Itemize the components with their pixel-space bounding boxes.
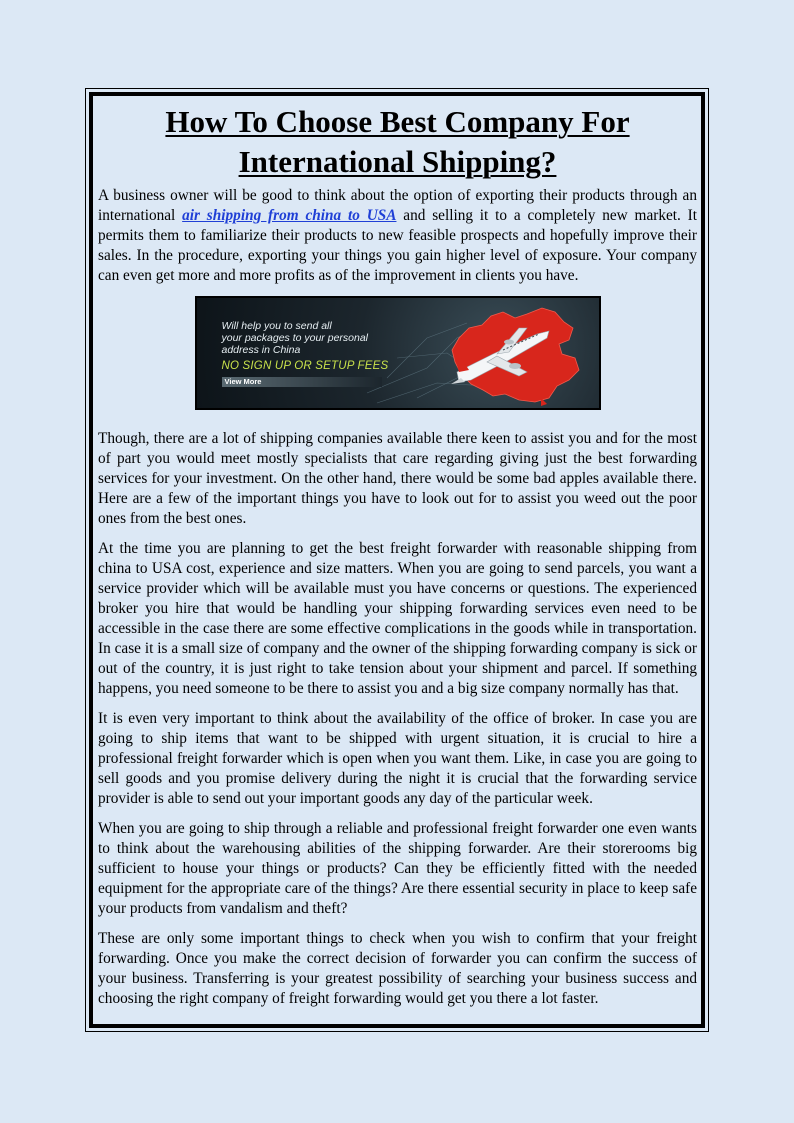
banner-line-3: address in China	[221, 344, 301, 356]
banner-text	[222, 320, 382, 356]
banner-line-2: your packages to your personal	[221, 332, 369, 344]
paragraph-5: These are only some important things to check when you wish to confirm that your freight forwarding. Once you make the correct decision of forwarder you can confirm the success of your business. Transferring is your greatest possibility of searching your business success and choosing the right company of freight forwarding would get you there a lot faster.	[98, 930, 697, 1007]
banner-fees-text: NO SIGN UP OR SETUP FEES	[221, 360, 389, 372]
view-more-button[interactable]: View More	[222, 377, 382, 387]
shipping-banner[interactable]	[195, 296, 601, 410]
banner-line-1: Will help you to send all	[221, 320, 332, 332]
page-frame-outer	[85, 88, 709, 1032]
paragraph-3: It is even very important to think about the availability of the office of broker. In case you are going to ship items that want to be shipped with urgent situation, it is crucial to hire a professional freight forwarder which is open when you want them. Like, in case you are going to sell goods and you promise delivery during the night it is crucial that the forwarding service provider is able to send out your important goods any day of the particular week.	[98, 710, 697, 807]
page-title: How To Choose Best Company For International Shipping?	[165, 104, 630, 179]
page-frame	[89, 92, 705, 1028]
paragraph-4: When you are going to ship through a reliable and professional freight forwarder one even wants to think about the warehousing abilities of the shipping forwarder. Are their storerooms big sufficient to house your things or products? Can they be efficiently fitted with the needed equipment for the appropriate care of the things? Are there essential security in place to keep safe your products from vandalism and theft?	[98, 820, 697, 917]
banner-wrap	[98, 296, 697, 415]
title-wrap	[138, 102, 658, 182]
air-shipping-link[interactable]: air shipping from china to USA	[182, 207, 397, 224]
intro-text-end: and selling it to a completely new market. It permits them to familiarize their products to new feasible prospects and hopefully improve their sales. In the procedure, exporting your things you gain higher level of exposure. Your company can even get more and more profits as of the improvement in clients you have.	[98, 207, 697, 284]
intro-text-start: A business owner will be good to think about the option of exporting their products through an international	[98, 187, 697, 224]
paragraph-1: Though, there are a lot of shipping companies available there keen to assist you and for the most of part you would meet mostly specialists that care regarding giving just the best forwarding services for your investment. On the other hand, there would be some bad apples available there. Here are a few of the important things you have to look out for to assist you weed out the poor ones from the best ones.	[98, 430, 697, 527]
paragraph-2: At the time you are planning to get the best freight forwarder with reasonable shipping from china to USA cost, experience and size matters. When you are going to send parcels, you want a service provider which will be available must you have concerns or questions. The experienced broker you hire that would be handling your shipping forwarding services even need to be accessible in the case there are some effective complications in the goods while in transportation. In case it is a small size of company and the owner of the shipping forwarding company is sick or out of the country, it is just right to take tension about your shipment and parcel. If something happens, you need someone to be there to assist you and a big size company normally has that.	[98, 540, 697, 697]
intro-paragraph	[98, 186, 697, 286]
